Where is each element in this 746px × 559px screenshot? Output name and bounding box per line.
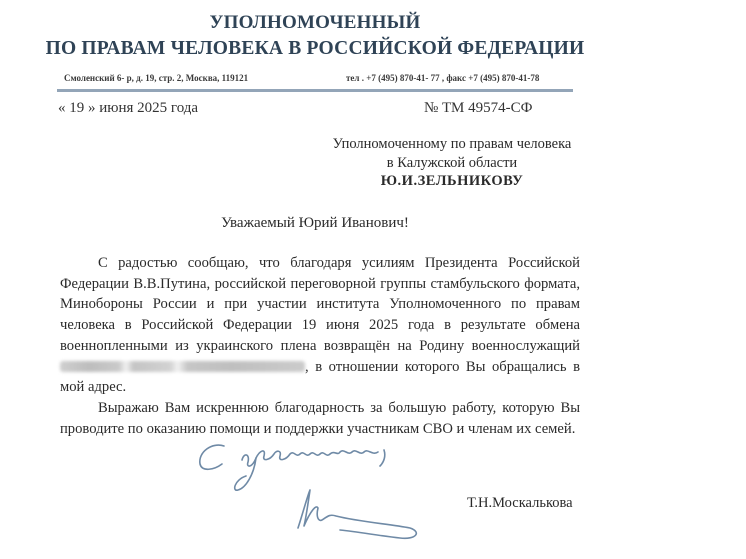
addressee-region: в Калужской области <box>386 155 518 171</box>
org-address: Смоленский 6- р, д. 19, стр. 2, Москва, 119121 <box>64 73 249 83</box>
letterhead-divider <box>57 89 573 92</box>
addressee-title: Уполномоченному по правам человека <box>332 136 572 152</box>
org-title-line1: УПОЛНОМОЧЕННЫЙ <box>209 12 421 33</box>
letter-body <box>60 253 580 439</box>
org-title-line2: ПО ПРАВАМ ЧЕЛОВЕКА В РОССИЙСКОЙ ФЕДЕРАЦИИ <box>45 38 585 59</box>
document-date: « 19 » июня 2025 года <box>58 100 199 116</box>
salutation: Уважаемый Юрий Иванович! <box>221 215 409 231</box>
document-number: № ТМ 49574-СФ <box>424 100 533 116</box>
body-paragraph-1-text: С радостью сообщаю, что благодаря усилиям Президента Российской Федерации В.В.Путина, российской переговорной группы стамбульского формата, Минобороны России и при участии института Уполномоченного по правам человека в Российской Федерации 19 июня 2025 года в результате обмена военнопленными из украинского плена возвращён на Родину военнослужащий <box>60 255 580 354</box>
redacted-name <box>60 361 305 372</box>
signatory-name: Т.Н.Москалькова <box>467 495 573 511</box>
body-paragraph-1-tail: , в отношении которого Вы обращались в мой адрес. <box>60 358 580 396</box>
addressee-name: Ю.И.ЗЕЛЬНИКОВУ <box>380 173 524 189</box>
handwritten-signature <box>190 438 430 548</box>
body-paragraph-2: Выражаю Вам искреннюю благодарность за большую работу, которую Вы проводите по оказанию помощи и поддержки участникам СВО и членам их семей. <box>60 399 580 437</box>
body-paragraph-1 <box>60 253 580 398</box>
org-phone-fax: тел . +7 (495) 870-41- 77 , факс +7 (495) 870-41-78 <box>346 73 540 83</box>
